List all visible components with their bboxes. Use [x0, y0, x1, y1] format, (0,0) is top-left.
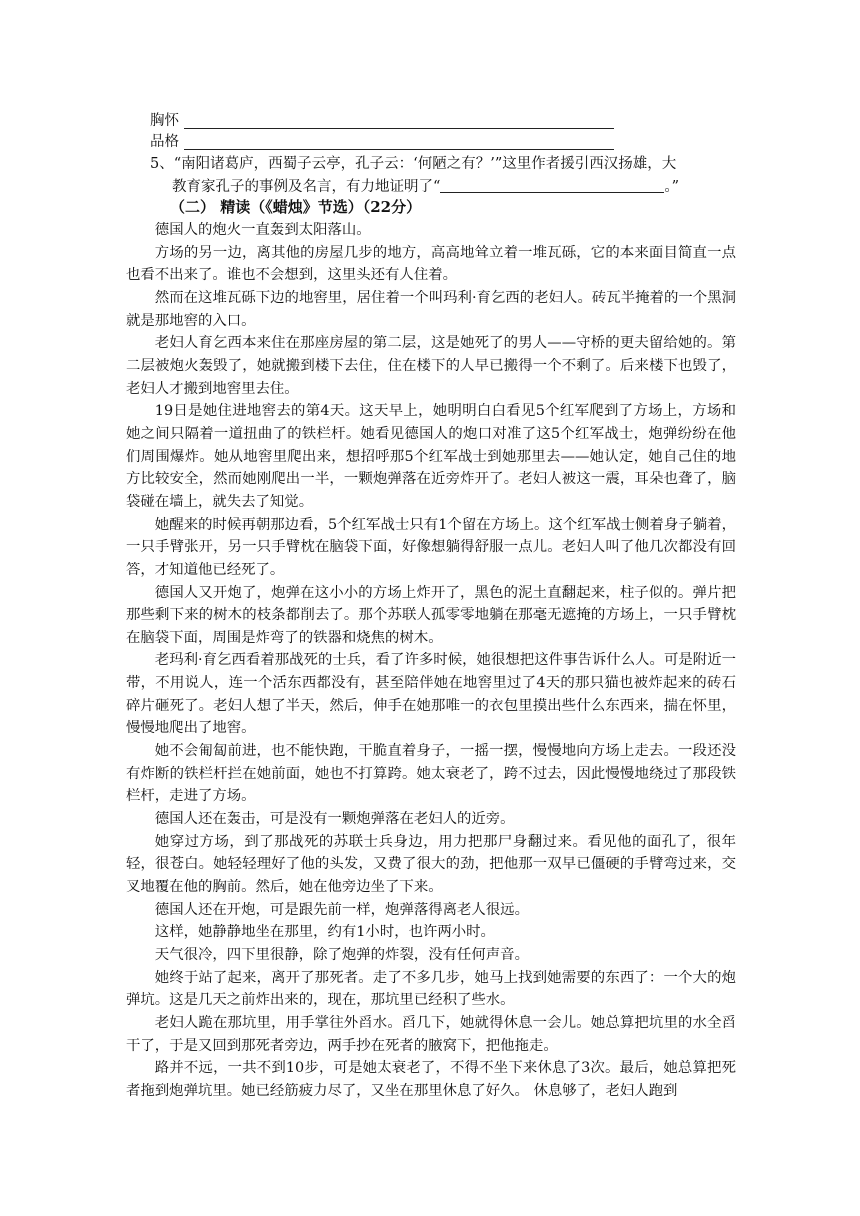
passage-paragraph: 她穿过方场，到了那战死的苏联士兵身边，用力把那尸身翻过来。看见他的面孔了，很年轻，很苍白。她轻轻理好了他的头发，又费了很大的劲，把他那一双早已僵硬的手臂弯过来，交叉地覆在他的胸前。然后，她在他旁边坐了下来。: [126, 833, 736, 896]
passage-paragraph: 老妇人育乞西本来住在那座房屋的第二层，这是她死了的男人——守桥的更夫留给她的。第二层被炮火轰毁了，她就搬到楼下去住，住在楼下的人早已搬得一个不剩了。后来楼下也毁了，老妇人才搬到地窖里去住。: [126, 335, 736, 397]
passage-paragraph: 德国人又开炮了，炮弹在这小小的方场上炸开了，黑色的泥土直翻起来，柱子似的。弹片把那些剩下来的树木的枝条都削去了。那个苏联人孤零零地躺在那毫无遮掩的方场上，一只手臂枕在脑袋下面，周围是炸弯了的铁器和烧焦的树木。: [126, 584, 736, 646]
passage-paragraph: 德国人还在开炮，可是跟先前一样，炮弹落得离老人很远。: [154, 901, 529, 918]
question-5-text: 教育家孔子的事例及名言，有力地证明了“: [172, 179, 441, 195]
reading-passage: [126, 219, 736, 1103]
passage-paragraph: 19日是她住进地窖去的第4天。这天早上，她明明白白看见5个红军爬到了方场上，方场和她之间只隔着一道扭曲了的铁栏杆。她看见德国人的炮口对准了这5个红军战士，炮弹纷纷在他们周围爆炸。她从地窖里爬出来，想招呼那5个红军战士到她那里去——她认定，她自己住的地方比较安全，然而她刚爬出一半，一颗炮弹落在近旁炸开了。老妇人被这一震，耳朵也聋了，脑袋碰在墙上，就失去了知觉。: [126, 403, 736, 510]
section-heading: （二） 精读（《蜡烛》节选）（22分）: [170, 198, 422, 216]
passage-paragraph: 天气很冷，四下里很静，除了炮弹的炸裂，没有任何声音。: [154, 947, 529, 963]
passage-paragraph: 然而在这堆瓦砾下边的地窖里，居住着一个叫玛利·育乞西的老妇人。砖瓦半掩着的一个黑洞就是那地窖的入口。: [126, 289, 736, 329]
question-5-line-1: 5、“南阳诸葛庐，西蜀子云亭，孔子云：‘何陋之有？’”这里作者援引西汉扬雄，大: [150, 156, 677, 172]
passage-paragraph: 方场的另一边，离其他的房屋几步的地方，高高地耸立着一堆瓦砾，它的本来面目简直一点也看不出来了。谁也不会想到，这里头还有人住着。: [126, 244, 736, 284]
answer-blank[interactable]: [440, 178, 664, 193]
passage-paragraph: 她不会匍匐前进，也不能快跑，干脆直着身子，一摇一摆，慢慢地向方场上走去。一段还没有炸断的铁栏杆拦在她前面，她也不打算跨。她太衰老了，跨不过去，因此慢慢地绕过了那段铁栏杆，走进了方场。: [126, 743, 736, 805]
passage-paragraph: 她终于站了起来，离开了那死者。走了不多几步，她马上找到她需要的东西了：一个大的炮弹坑。这是几天之前炸出来的，现在，那坑里已经积了些水。: [126, 969, 736, 1009]
question-5-closing: 。”: [664, 179, 680, 195]
passage-paragraph: 这样，她静静地坐在那里，约有1小时，也许两小时。: [154, 924, 495, 941]
fill-in-label: 胸怀: [150, 113, 179, 129]
passage-paragraph: 德国人还在轰击，可是没有一颗炮弹落在老妇人的近旁。: [154, 811, 515, 828]
passage-paragraph: 她醒来的时候再朝那边看，5个红军战士只有1个留在方场上。这个红军战士侧着身子躺着，一只手臂张开，另一只手臂枕在脑袋下面，好像想躺得舒服一点儿。老妇人叫了他几次都没有回答，才知道他已经死了。: [126, 516, 736, 578]
passage-paragraph: 老玛利·育乞西看着那战死的士兵，看了许多时候，她很想把这件事告诉什么人。可是附近一带，不用说人，连一个活东西都没有，甚至陪伴她在地窖里过了4天的那只猫也被炸起来的砖石碎片砸死了。老妇人想了半天，然后，伸手在她那唯一的衣包里摸出些什么东西来，揣在怀里，慢慢地爬出了地窖。: [126, 652, 736, 737]
answer-blank-line[interactable]: [184, 128, 614, 129]
passage-paragraph: 老妇人跪在那坑里，用手掌往外舀水。舀几下，她就得休息一会儿。她总算把坑里的水全舀干了，于是又回到那死者旁边，两手抄在死者的腋窝下，把他拖走。: [126, 1014, 736, 1054]
passage-paragraph: 路并不远，一共不到10步，可是她太衰老了，不得不坐下来休息了3次。最后，她总算把死者拖到炮弹坑里。她已经筋疲力尽了，又坐在那里休息了好久。 休息够了，老妇人跑到: [126, 1060, 736, 1099]
question-5: [150, 153, 734, 199]
fill-in-row-mind: [150, 110, 179, 132]
fill-in-label: 品格: [150, 134, 179, 150]
answer-blank-line[interactable]: [184, 149, 614, 150]
fill-in-row-character: [150, 131, 179, 153]
passage-paragraph: 德国人的炮火一直轰到太阳落山。: [154, 222, 371, 238]
